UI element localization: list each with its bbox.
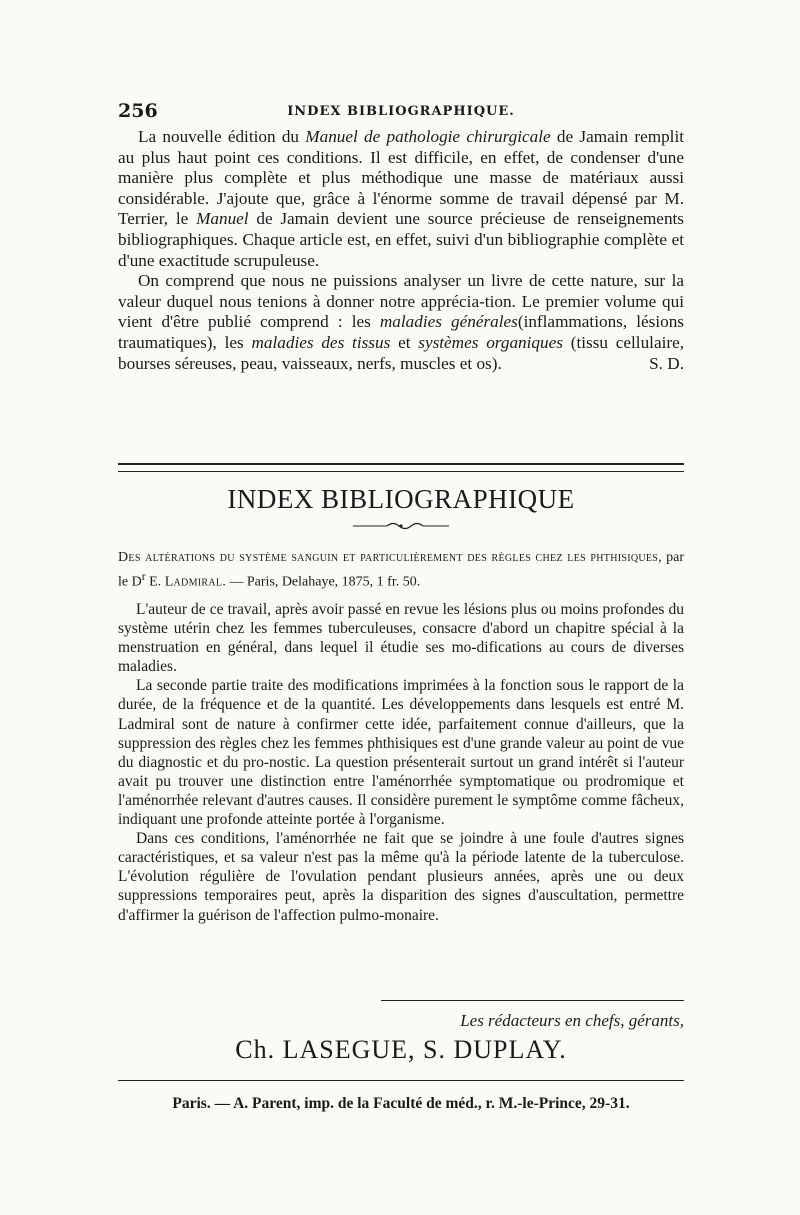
entry-paragraph-1: L'auteur de ce travail, après avoir passé en revue les lésions plus ou moins profondes du système utérin chez les femmes tuberculeuses, consacre d'abord un chapitre spécial à la menstruation en général, dans lequel il étudie ses mo-difications au cours de diverses maladies. <box>118 601 684 676</box>
section-title: INDEX BIBLIOGRAPHIQUE <box>227 484 575 514</box>
section-divider <box>118 463 684 472</box>
entry-publication: . — Paris, Delahaye, 1875, 1 fr. 50. <box>222 574 421 590</box>
entry-paragraph-3: Dans ces conditions, l'aménorrhée ne fait que se joindre à une foule d'autres signes caractéristiques, et sa valeur n'est pas la même qu'à la période latente de la tuberculose. L'évolution régulière de l'ovulation pendant plusieurs années, après une ou deux suppressions temporaires peut, après la disparition des signes d'auscultation, permettre d'affirmer la guérison de l'affection pulmo-monaire. <box>118 830 684 924</box>
editors-label: Les rédacteurs en chefs, gérants, <box>460 1011 684 1030</box>
page-number: 256 <box>118 100 158 122</box>
review-text <box>118 127 684 374</box>
running-title: INDEX BIBLIOGRAPHIQUE. <box>287 104 515 119</box>
review-paragraph-1 <box>118 127 684 271</box>
italic-term: maladies générales <box>379 312 518 332</box>
text-run: E. <box>145 574 165 590</box>
page-header <box>118 100 684 124</box>
review-paragraph-2 <box>118 271 684 374</box>
entry-heading <box>118 548 684 592</box>
text-run: D <box>131 574 142 590</box>
entry-author: Ladmiral <box>164 574 223 590</box>
text-run: On comprend que nous ne puissions analyser un livre de cette nature, sur la valeur duquel nous tenions à donner notre apprécia-tion. Le premier volume qui vient d'être publié comprend : les <box>118 271 684 332</box>
printer-imprint: Paris. — A. Parent, imp. de la Faculté de méd., r. M.-le-Prince, 29-31. <box>172 1095 630 1112</box>
entry-title: Des altérations du système sanguin et particulièrement des règles chez les phthisiques, <box>118 550 662 565</box>
footer-divider <box>381 1000 684 1001</box>
book-page <box>118 0 684 1215</box>
text-run: de Jamain devient une source précieuse de renseignements bibliographiques. Chaque article est, en effet, suivi d'un bibliographie complète et d'une exactitude scrupuleuse. <box>118 209 684 270</box>
text-run: par le <box>118 550 684 590</box>
entry-paragraph-2: La seconde partie traite des modifications imprimées à la fonction sous le rapport de la durée, de la fréquence et de la quantité. Les développements dans lesquels est entré M. Ladmiral sont de nature à confirmer cette idée, parfaitement connue d'ailleurs, que la suppression des règles chez les femmes phthisiques est d'une grande valeur au point de vue du diagnostic et du pro-nostic. La question présenterait surtout un grand intérêt si l'auteur avait pu trouver une distinction entre l'aménorrhée symptomatique ou prodromique et l'aménorrhée relevant d'autres causes. Il considère purement le symptôme comme fâcheux, indiquant une profonde atteinte portée à l'organisme. <box>118 677 684 829</box>
italic-term: systèmes organiques <box>418 332 563 352</box>
book-title-italic: Manuel <box>196 209 249 229</box>
text-run: (tissu cellulaire, bourses séreuses, peau, vaisseaux, nerfs, muscles et os). <box>118 332 684 373</box>
imprint-divider <box>118 1080 684 1081</box>
text-run: de Jamain remplit au plus haut point ces conditions. Il est difficile, en effet, de condenser d'une manière plus complète et plus méthodique une masse de matériaux aussi considérable. J'ajoute que, grâce à l'énorme somme de travail dépensé par M. Terrier, le <box>118 127 684 229</box>
ornament-flourish-icon <box>351 520 451 532</box>
book-title-italic: Manuel de pathologie chirurgicale <box>305 127 551 146</box>
editors-names: Ch. LASEGUE, S. DUPLAY. <box>235 1035 567 1064</box>
italic-term: maladies des tissus <box>251 332 391 352</box>
review-signature: S. D. <box>649 353 684 373</box>
text-run: (inflammations, lésions traumatiques), les <box>118 312 684 352</box>
text-run: r <box>141 570 146 583</box>
text-run: La nouvelle édition du <box>138 127 306 146</box>
text-run: et <box>390 332 419 352</box>
entry-body <box>118 600 684 925</box>
